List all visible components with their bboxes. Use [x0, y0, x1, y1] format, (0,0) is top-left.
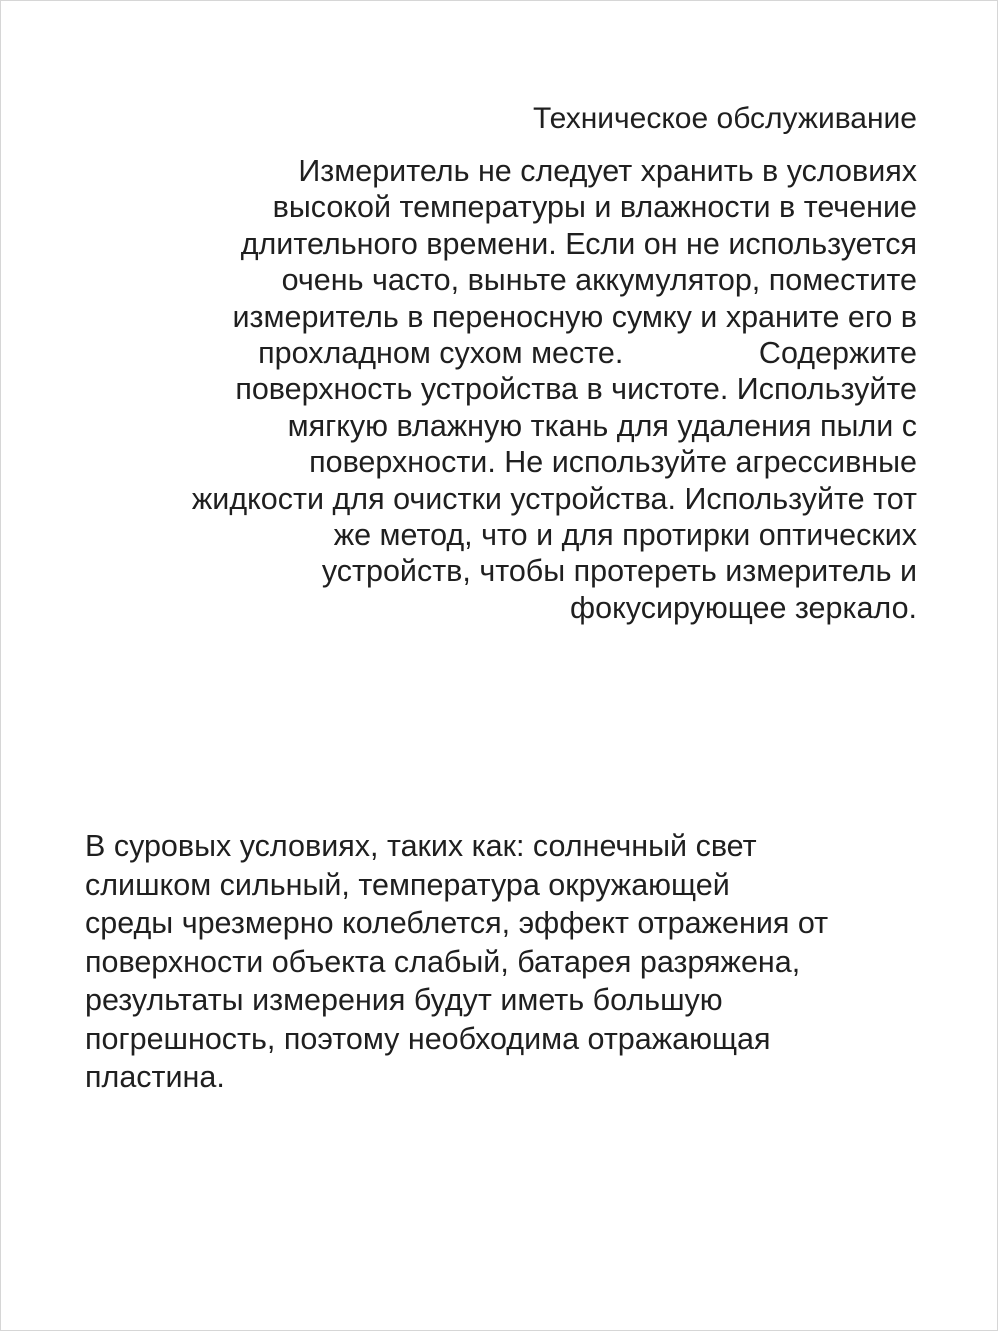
text-line: прохладном сухом месте. Содержите: [258, 336, 917, 371]
text-line: Измеритель не следует хранить в условиях: [298, 154, 917, 188]
text-line: мягкую влажную ткань для удаления пыли с: [287, 408, 917, 443]
warning-section: [85, 827, 945, 1097]
maintenance-paragraph: [71, 153, 917, 626]
text-line: жидкости для очистки устройства. Используйте тот: [191, 481, 917, 516]
text-line: среды чрезмерно колеблется, эффект отражения от: [85, 906, 829, 940]
text-line: измеритель в переносную сумку и храните его в: [232, 299, 917, 334]
text-line: В суровых условиях, таких как: солнечный свет: [85, 829, 757, 863]
text-line: же метод, что и для протирки оптических: [333, 518, 917, 553]
text-line: пластина.: [85, 1060, 225, 1094]
text-line: поверхности объекта слабый, батарея разряжена,: [85, 944, 801, 979]
text-line: устройств, чтобы протереть измеритель и: [321, 554, 917, 589]
text-line: результаты измерения будут иметь большую: [85, 983, 723, 1017]
section-title: Техническое обслуживание: [533, 102, 917, 135]
text-line: высокой температуры и влажности в течение: [272, 190, 917, 225]
text-line: фокусирующее зеркало.: [570, 590, 917, 625]
text-line: поверхности. Не используйте агрессивные: [309, 445, 917, 480]
text-line: слишком сильный, температура окружающей: [85, 867, 730, 902]
text-line: очень часто, выньте аккумулятор, поместите: [281, 263, 917, 298]
text-line: длительного времени. Если он не используется: [240, 226, 917, 261]
text-line: поверхность устройства в чистоте. Используйте: [235, 372, 917, 407]
maintenance-section: [71, 101, 917, 626]
warning-paragraph: [85, 827, 945, 1097]
text-line: погрешность, поэтому необходима отражающая: [85, 1021, 771, 1056]
